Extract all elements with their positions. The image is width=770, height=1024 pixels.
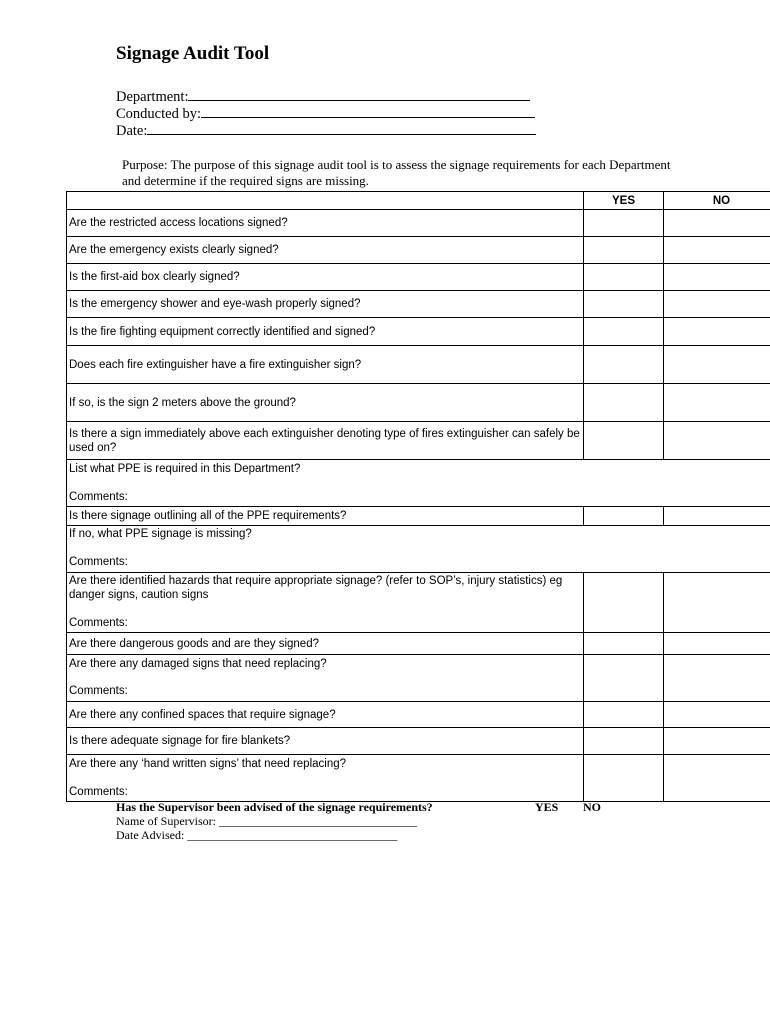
table-header-row [67,192,770,210]
no-header: NO [664,192,770,210]
table-row [67,728,770,755]
supervisor-name-line: _________________________________ [218,814,417,828]
no-cell[interactable] [664,210,770,237]
no-cell[interactable] [664,346,770,384]
yes-cell[interactable] [584,755,664,802]
question-cell: Are the restricted access locations signed? [67,210,584,237]
no-cell[interactable] [664,237,770,264]
supervisor-name-row[interactable] [116,814,601,828]
question-cell: Is there a sign immediately above each extinguisher denoting type of fires extinguisher can safely be used on? [67,422,584,460]
date-line [147,122,536,135]
question-cell [67,755,584,802]
table-row [67,573,770,633]
table-row [67,210,770,237]
conducted-by-label: Conducted by: [116,106,201,122]
table-row [67,755,770,802]
conducted-by-field[interactable] [116,105,535,123]
supervisor-question: Has the Supervisor been advised of the signage requirements? [116,800,433,814]
question-cell: If so, is the sign 2 meters above the ground? [67,384,584,422]
table-row [67,633,770,655]
date-advised-row[interactable] [116,828,601,842]
date-advised-label: Date Advised: [116,828,185,842]
question-text: Are there any ‘hand written signs’ that need replacing? [69,758,347,770]
yes-cell[interactable] [584,210,664,237]
comment-cell[interactable] [67,460,770,507]
yes-cell[interactable] [584,633,664,655]
yes-cell[interactable] [584,384,664,422]
no-cell[interactable] [664,633,770,655]
question-text: If no, what PPE signage is missing? [69,528,252,540]
department-line [188,88,530,101]
date-field[interactable] [116,122,536,140]
table-row [67,346,770,384]
yes-cell[interactable] [584,318,664,346]
yes-cell[interactable] [584,728,664,755]
no-cell[interactable] [664,422,770,460]
question-cell [67,655,584,702]
table-row [67,655,770,702]
comments-label: Comments: [69,685,128,697]
table-row [67,526,770,573]
yes-cell[interactable] [584,264,664,291]
yes-cell[interactable] [584,346,664,384]
comment-cell[interactable] [67,526,770,573]
date-advised-line: ___________________________________ [187,828,398,842]
yes-cell[interactable] [584,573,664,633]
page-title: Signage Audit Tool [116,43,270,64]
question-text: Are there identified hazards that require appropriate signage? (refer to SOP’s, injury statistics) eg danger signs, caution signs [69,575,563,601]
question-cell: Are there any confined spaces that require signage? [67,702,584,728]
table-row [67,460,770,507]
no-cell[interactable] [664,728,770,755]
date-label: Date: [116,123,148,139]
question-cell: Are there dangerous goods and are they signed? [67,633,584,655]
no-cell[interactable] [664,755,770,802]
no-cell[interactable] [664,318,770,346]
comments-label: Comments: [69,617,128,629]
question-cell: Is there adequate signage for fire blankets? [67,728,584,755]
table-row [67,702,770,728]
no-cell[interactable] [664,384,770,422]
department-label: Department: [116,89,189,105]
yes-cell[interactable] [584,291,664,318]
yes-header: YES [584,192,664,210]
question-text: List what PPE is required in this Department? [69,463,301,475]
question-cell: Is there signage outlining all of the PPE requirements? [67,507,584,526]
question-cell [67,573,584,633]
supervisor-name-label: Name of Supervisor: [116,814,216,828]
table-row [67,264,770,291]
no-cell[interactable] [664,291,770,318]
yes-cell[interactable] [584,655,664,702]
no-cell[interactable] [664,264,770,291]
audit-table [66,191,770,802]
no-cell[interactable] [664,573,770,633]
table-row [67,384,770,422]
department-field[interactable] [116,88,530,106]
yes-cell[interactable] [584,702,664,728]
purpose-text: Purpose: The purpose of this signage audit tool is to assess the signage requirements for each Department and determine if the required signs are missing. [122,157,671,188]
no-cell[interactable] [664,702,770,728]
table-row [67,507,770,526]
no-cell[interactable] [664,655,770,702]
yes-cell[interactable] [584,422,664,460]
question-cell: Are the emergency exists clearly signed? [67,237,584,264]
comments-label: Comments: [69,491,128,503]
question-cell: Is the fire fighting equipment correctly identified and signed? [67,318,584,346]
yes-cell[interactable] [584,507,664,526]
yes-cell[interactable] [584,237,664,264]
footer [116,800,601,842]
footer-no[interactable]: NO [583,800,601,814]
table-row [67,422,770,460]
table-row [67,291,770,318]
comments-label: Comments: [69,786,128,798]
footer-yes[interactable]: YES [535,800,559,814]
conducted-by-line [201,105,535,118]
question-cell: Is the first-aid box clearly signed? [67,264,584,291]
question-cell: Does each fire extinguisher have a fire extinguisher sign? [67,346,584,384]
header-blank-cell [67,192,584,210]
table-row [67,318,770,346]
table-row [67,237,770,264]
supervisor-advised-row [116,800,601,814]
comments-label: Comments: [69,556,128,568]
question-cell: Is the emergency shower and eye-wash properly signed? [67,291,584,318]
no-cell[interactable] [664,507,770,526]
question-text: Are there any damaged signs that need replacing? [69,658,327,670]
